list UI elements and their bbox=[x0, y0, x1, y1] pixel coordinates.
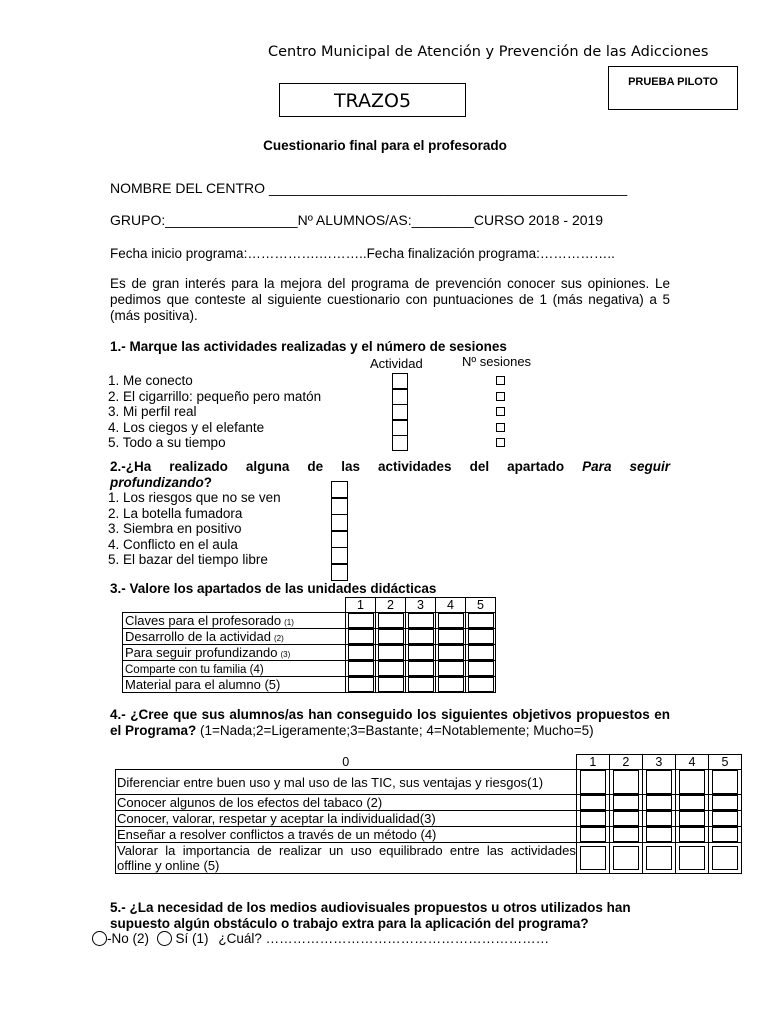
q3-scale-header: 2 bbox=[376, 598, 406, 613]
q1-sessions-checkbox[interactable] bbox=[496, 407, 505, 416]
q1-sessions-checkbox[interactable] bbox=[496, 376, 505, 385]
q4-rating-box[interactable] bbox=[580, 811, 606, 826]
q3-row-label bbox=[123, 645, 346, 661]
q5-options: -No (2) Sí (1) ¿Cuál? ……………………………………………………… bbox=[92, 931, 549, 946]
q4-rating-box[interactable] bbox=[646, 846, 672, 870]
q1-activity-checkbox[interactable] bbox=[392, 373, 408, 389]
q3-row-note: (1) bbox=[284, 618, 294, 627]
q1-activity-checkbox[interactable] bbox=[392, 404, 408, 420]
q4-rating-box[interactable] bbox=[646, 811, 672, 826]
q4-rating-box[interactable] bbox=[580, 827, 606, 842]
q3-rating-box[interactable] bbox=[348, 613, 374, 628]
q3-row-label bbox=[123, 613, 346, 629]
q3-rating-box[interactable] bbox=[348, 645, 374, 660]
q3-table bbox=[122, 597, 496, 693]
q1-item: 2. El cigarrillo: pequeño pero matón bbox=[108, 388, 322, 404]
q4-objective-label: Valorar la importancia de realizar un uso equilibrado entre las actividades offline y online (5) bbox=[117, 843, 576, 873]
q1-item: 4. Los ciegos y el elefante bbox=[108, 419, 265, 435]
q3-rating-box[interactable] bbox=[468, 677, 494, 692]
q3-row-note: (2) bbox=[273, 634, 284, 643]
q2-checkbox[interactable] bbox=[331, 564, 348, 581]
q4-rating-box[interactable] bbox=[712, 811, 738, 826]
q1-activity-checkbox[interactable] bbox=[392, 420, 408, 436]
q3-scale-header: 5 bbox=[466, 598, 496, 613]
q4-rating-box[interactable] bbox=[613, 846, 639, 870]
q4-rating-box[interactable] bbox=[613, 795, 639, 810]
q4-rating-box[interactable] bbox=[646, 827, 672, 842]
q4-rating-box[interactable] bbox=[679, 795, 705, 810]
cual-field[interactable]: ¿Cuál? ……………………………………………………… bbox=[218, 931, 550, 946]
q4-rating-box[interactable] bbox=[712, 770, 738, 794]
q3-row-text: Material para el alumno (5) bbox=[125, 677, 281, 692]
q3-scale-header: 4 bbox=[436, 598, 466, 613]
q3-rating-box[interactable] bbox=[438, 613, 464, 628]
q4-rating-box[interactable] bbox=[712, 795, 738, 810]
q3-rating-box[interactable] bbox=[378, 677, 404, 692]
q3-rating-box[interactable] bbox=[348, 661, 374, 676]
q3-rating-box[interactable] bbox=[438, 661, 464, 676]
q3-rating-box[interactable] bbox=[438, 677, 464, 692]
q4-scale-header: 1 bbox=[576, 755, 609, 770]
q3-rating-box[interactable] bbox=[408, 629, 434, 644]
q4-rating-box[interactable] bbox=[679, 846, 705, 870]
q3-rating-box[interactable] bbox=[408, 661, 434, 676]
q2-checkbox[interactable] bbox=[331, 481, 348, 498]
q5-title: 5.- ¿La necesidad de los medios audiovisuales propuestos u otros utilizados han supuesto algún obstáculo o trabajo extra para la aplicación del programa? bbox=[110, 900, 631, 931]
program-title: TRAZO5 bbox=[279, 83, 466, 117]
q3-title: 3.- Valore los apartados de las unidades didácticas bbox=[110, 581, 437, 596]
q3-rating-box[interactable] bbox=[468, 645, 494, 660]
no-radio[interactable] bbox=[92, 931, 107, 946]
q1-item: 3. Mi perfil real bbox=[108, 404, 197, 419]
organization-name: Centro Municipal de Atención y Prevención de las Adicciones bbox=[268, 44, 709, 60]
q4-col0: 0 bbox=[342, 754, 350, 769]
q3-row-text: Comparte con tu familia (4) bbox=[125, 664, 264, 676]
q3-row-label bbox=[123, 629, 346, 645]
table-row bbox=[116, 795, 742, 811]
q4-rating-box[interactable] bbox=[580, 795, 606, 810]
q3-rating-box[interactable] bbox=[408, 677, 434, 692]
school-name-field[interactable]: NOMBRE DEL CENTRO ______________________________________________ bbox=[110, 180, 628, 196]
table-row bbox=[123, 629, 496, 645]
q4-rating-box[interactable] bbox=[613, 827, 639, 842]
q3-scale-header: 1 bbox=[346, 598, 376, 613]
q4-rating-box[interactable] bbox=[646, 770, 672, 794]
q1-sessions-checkbox[interactable] bbox=[496, 423, 505, 432]
q2-checkbox[interactable] bbox=[331, 547, 348, 564]
q4-rating-box[interactable] bbox=[712, 846, 738, 870]
page-title: Cuestionario final para el profesorado bbox=[263, 138, 507, 153]
q4-objective-label: Conocer algunos de los efectos del tabaco (2) bbox=[116, 795, 577, 811]
q2-item: 2. La botella fumadora bbox=[108, 505, 243, 521]
table-row bbox=[116, 811, 742, 827]
q4-rating-box[interactable] bbox=[679, 811, 705, 826]
q3-rating-box[interactable] bbox=[408, 645, 434, 660]
q3-row-text: Desarrollo de la actividad bbox=[125, 629, 271, 644]
q3-rating-box[interactable] bbox=[378, 645, 404, 660]
pilot-badge: PRUEBA PILOTO bbox=[608, 66, 738, 110]
q4-scale-header: 3 bbox=[642, 755, 675, 770]
q4-scale-header: 2 bbox=[609, 755, 642, 770]
q3-rating-box[interactable] bbox=[378, 629, 404, 644]
q4-scale-header: 5 bbox=[708, 755, 741, 770]
q4-objective-label: Diferenciar entre buen uso y mal uso de las TIC, sus ventajas y riesgos(1) bbox=[116, 770, 577, 795]
q1-title: 1.- Marque las actividades realizadas y el número de sesiones bbox=[110, 339, 507, 354]
q2-checkbox[interactable] bbox=[331, 531, 348, 548]
q3-rating-box[interactable] bbox=[348, 677, 374, 692]
q3-rating-box[interactable] bbox=[468, 629, 494, 644]
q4-rating-box[interactable] bbox=[613, 811, 639, 826]
dates-field[interactable]: Fecha inicio programa:…………….………..Fecha finalización programa:…………….. bbox=[110, 246, 615, 261]
q4-objective-label: Enseñar a resolver conflictos a través de un método (4) bbox=[116, 827, 577, 843]
intro-paragraph: Es de gran interés para la mejora del programa de prevención conocer sus opiniones. Le pedimos que conteste al siguiente cuestionario con puntuaciones de 1 (más negativa) a 5 (más positiva). bbox=[110, 276, 670, 323]
q3-rating-box[interactable] bbox=[408, 613, 434, 628]
q4-scale-header: 4 bbox=[675, 755, 708, 770]
q3-row-label bbox=[123, 661, 346, 677]
q3-rating-box[interactable] bbox=[438, 629, 464, 644]
q3-rating-box[interactable] bbox=[468, 661, 494, 676]
q2-item: 3. Siembra en positivo bbox=[108, 521, 242, 536]
q1-activity-checkbox[interactable] bbox=[392, 435, 408, 451]
q2-title-line1: 2.-¿Ha realizado alguna de las actividades del apartado Para seguir bbox=[110, 459, 670, 474]
q4-rating-box[interactable] bbox=[679, 770, 705, 794]
q3-row-text: Para seguir profundizando bbox=[125, 645, 278, 660]
q4-table bbox=[115, 754, 742, 874]
q1-sessions-checkbox[interactable] bbox=[496, 392, 505, 401]
q3-rating-box[interactable] bbox=[348, 629, 374, 644]
q3-rating-box[interactable] bbox=[378, 661, 404, 676]
q4-rating-box[interactable] bbox=[679, 827, 705, 842]
q1-item: 5. Todo a su tiempo bbox=[108, 435, 226, 450]
q2-checkbox[interactable] bbox=[331, 514, 348, 531]
table-row bbox=[123, 677, 496, 693]
q1-col-actividad: Actividad bbox=[370, 356, 423, 371]
q1-sessions-checkbox[interactable] bbox=[496, 438, 505, 447]
q1-item: 1. Me conecto bbox=[108, 373, 193, 388]
q3-rating-box[interactable] bbox=[468, 613, 494, 628]
q4-rating-box[interactable] bbox=[613, 770, 639, 794]
q2-title-line2: profundizando? bbox=[110, 475, 212, 490]
q4-rating-box[interactable] bbox=[712, 827, 738, 842]
table-row bbox=[116, 770, 742, 795]
table-row bbox=[123, 661, 496, 677]
q3-row-label bbox=[123, 677, 346, 693]
q3-row-text: Claves para el profesorado bbox=[125, 613, 282, 628]
q3-rating-box[interactable] bbox=[378, 613, 404, 628]
table-row bbox=[123, 645, 496, 661]
q4-objective-label: Conocer, valorar, respetar y aceptar la individualidad(3) bbox=[116, 811, 577, 827]
q4-rating-box[interactable] bbox=[646, 795, 672, 810]
q3-row-note: (3) bbox=[280, 650, 291, 659]
table-row bbox=[116, 827, 742, 843]
q2-item: 4. Conflicto en el aula bbox=[108, 536, 238, 552]
group-field[interactable]: GRUPO:_________________Nº ALUMNOS/AS:________CURSO 2018 - 2019 bbox=[110, 212, 604, 228]
q2-item: 1. Los riesgos que no se ven bbox=[108, 490, 281, 505]
q4-title: 4.- ¿Cree que sus alumnos/as han conseguido los siguientes objetivos propuestos en el Programa? (1=Nada;2=Ligeramente;3=Bastante; 4=Notablemente; Mucho=5) bbox=[110, 707, 670, 738]
q3-rating-box[interactable] bbox=[438, 645, 464, 660]
q2-checkbox[interactable] bbox=[331, 498, 348, 515]
q3-scale-header: 3 bbox=[406, 598, 436, 613]
q4-rating-box[interactable] bbox=[580, 770, 606, 794]
q4-rating-box[interactable] bbox=[580, 846, 606, 870]
q2-item: 5. El bazar del tiempo libre bbox=[108, 552, 268, 567]
table-row bbox=[116, 843, 742, 874]
q1-col-sesiones: Nº sesiones bbox=[462, 354, 532, 369]
si-radio[interactable] bbox=[157, 931, 172, 946]
table-row bbox=[123, 613, 496, 629]
q1-activity-checkbox[interactable] bbox=[392, 389, 408, 405]
